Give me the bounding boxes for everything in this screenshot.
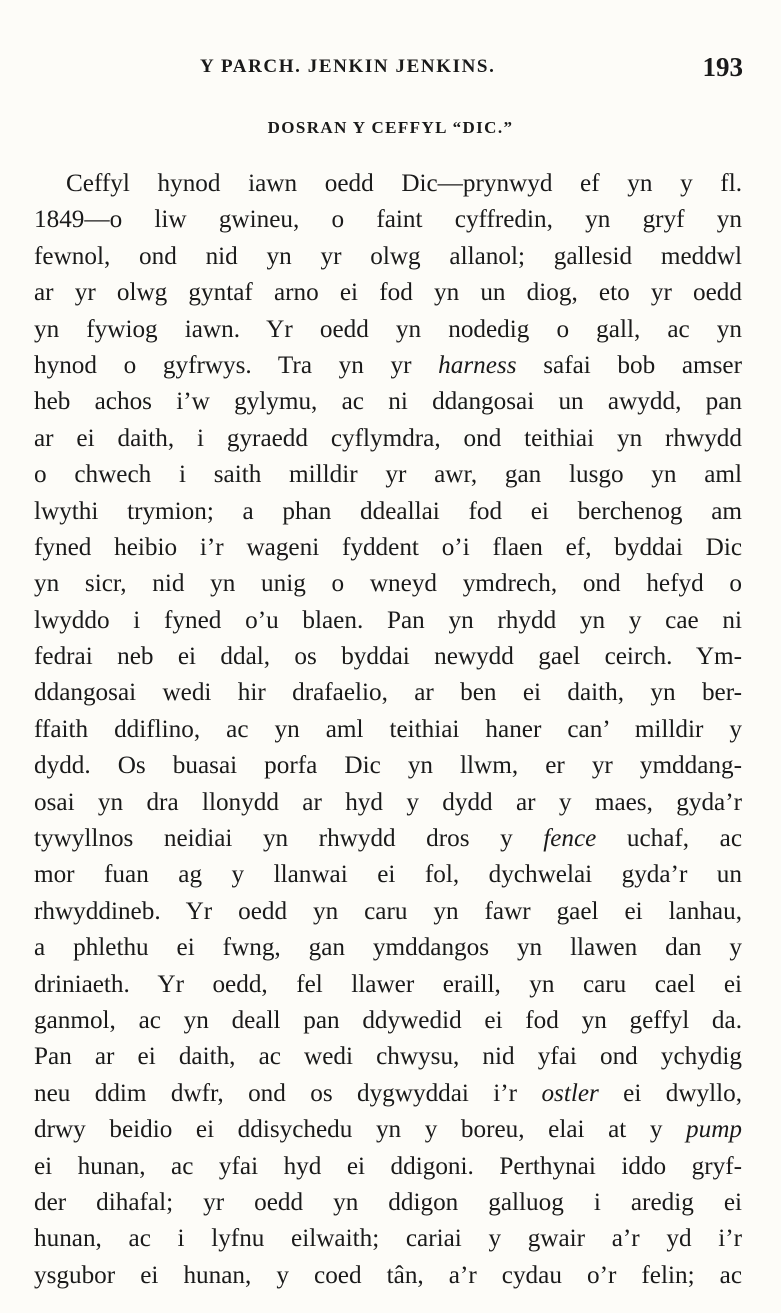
italic-word: harness	[438, 351, 517, 379]
text-segment: yn fywiog iawn. Yr oedd yn nodedig o gall, ac yn	[34, 315, 742, 343]
italic-word: fence	[543, 825, 597, 853]
body-paragraph	[34, 166, 742, 1294]
text-segment: uchaf, ac	[596, 825, 742, 853]
text-line	[34, 1003, 742, 1039]
text-segment: fyned heibio i’r wageni fyddent o’i flaen ef, byddai Dic	[34, 533, 742, 561]
running-head	[0, 52, 781, 86]
text-segment: safai bob amser	[516, 351, 742, 379]
text-segment: o chwech i saith milldir yr awr, gan lusgo yn aml	[34, 461, 742, 489]
text-line	[34, 166, 742, 202]
text-line	[34, 675, 742, 711]
text-line	[34, 1076, 742, 1112]
text-segment: hunan, ac i lyfnu eilwaith; cariai y gwair a’r yd i’r	[34, 1225, 742, 1253]
text-segment: ffaith ddiflino, ac yn aml teithiai haner can’ milldir y	[34, 715, 742, 743]
text-segment: fewnol, ond nid yn yr olwg allanol; gallesid meddwl	[34, 242, 742, 270]
text-segment: lwythi trymion; a phan ddeallai fod ei berchenog am	[34, 497, 742, 525]
text-line	[34, 1258, 742, 1294]
text-line	[34, 457, 742, 493]
text-line	[34, 421, 742, 457]
text-segment: neu ddim dwfr, ond os dygwyddai i’r	[34, 1079, 542, 1107]
italic-word: pump	[686, 1116, 742, 1144]
text-segment: ganmol, ac yn deall pan ddywedid ei fod yn geffyl da.	[34, 1006, 742, 1034]
text-line	[34, 566, 742, 602]
text-segment: a phlethu ei fwng, gan ymddangos yn llawen dan y	[34, 934, 742, 962]
text-segment: ar yr olwg gyntaf arno ei fod yn un diog, eto yr oedd	[34, 279, 742, 307]
text-line	[34, 1149, 742, 1185]
text-line	[34, 857, 742, 893]
text-segment: fedrai neb ei ddal, os byddai newydd gael ceirch. Ym-	[34, 643, 742, 671]
text-segment: Ceffyl hynod iawn oedd Dic—prynwyd ef yn y fl.	[66, 170, 742, 197]
text-segment: hynod o gyfrwys. Tra yn yr	[34, 351, 439, 379]
text-line	[34, 930, 742, 966]
text-segment: rhwyddineb. Yr oedd yn caru yn fawr gael ei lanhau,	[34, 897, 742, 925]
text-segment: Pan ar ei daith, ac wedi chwysu, nid yfai ond ychydig	[34, 1043, 742, 1071]
text-segment: tywyllnos neidiai yn rhwydd dros y	[34, 825, 544, 853]
text-line	[34, 1185, 742, 1221]
text-segment: der dihafal; yr oedd yn ddigon galluog i aredig ei	[34, 1188, 742, 1216]
text-line	[34, 603, 742, 639]
text-segment: drwy beidio ei ddisychedu yn y boreu, elai at y	[34, 1116, 687, 1144]
italic-word: ostler	[541, 1079, 599, 1107]
text-line	[34, 1221, 742, 1257]
text-line	[34, 894, 742, 930]
text-line	[34, 712, 742, 748]
text-segment: dydd. Os buasai porfa Dic yn llwm, er yr ymddang-	[34, 752, 742, 780]
text-segment: lwyddo i fyned o’u blaen. Pan yn rhydd yn y cae ni	[34, 606, 742, 634]
text-segment: heb achos i’w gylymu, ac ni ddangosai un awydd, pan	[34, 388, 742, 416]
text-segment: mor fuan ag y llanwai ei fol, dychwelai gyda’r un	[34, 861, 742, 889]
text-segment: osai yn dra llonydd ar hyd y dydd ar y maes, gyda’r	[34, 788, 742, 816]
text-line	[34, 312, 742, 348]
page-number: 193	[702, 52, 743, 82]
text-segment: ei hunan, ac yfai hyd ei ddigoni. Perthynai iddo gryf-	[34, 1152, 742, 1180]
text-line	[34, 639, 742, 675]
text-line	[34, 748, 742, 784]
text-line	[34, 494, 742, 530]
text-line	[34, 785, 742, 821]
text-line	[34, 1039, 742, 1075]
running-title: Y PARCH. JENKIN JENKINS.	[200, 56, 496, 77]
text-line	[34, 384, 742, 420]
text-segment: yn sicr, nid yn unig o wneyd ymdrech, ond hefyd o	[34, 570, 742, 598]
section-heading: DOSRAN Y CEFFYL “DIC.”	[267, 118, 514, 137]
text-line	[34, 530, 742, 566]
text-segment: ei dwyllo,	[598, 1079, 742, 1107]
text-line	[34, 1112, 742, 1148]
text-segment: driniaeth. Yr oedd, fel llawer eraill, yn caru cael ei	[34, 970, 742, 998]
text-line	[34, 348, 742, 384]
text-line	[34, 967, 742, 1003]
text-line	[34, 275, 742, 311]
text-segment: ar ei daith, i gyraedd cyflymdra, ond teithiai yn rhwydd	[34, 424, 742, 452]
text-segment: ysgubor ei hunan, y coed tân, a’r cydau o’r felin; ac	[34, 1261, 742, 1289]
text-line	[34, 239, 742, 275]
text-line	[34, 202, 742, 238]
text-segment: 1849—o liw gwineu, o faint cyffredin, yn gryf yn	[34, 206, 742, 234]
text-segment: ddangosai wedi hir drafaelio, ar ben ei daith, yn ber-	[34, 679, 742, 707]
text-line	[34, 821, 742, 857]
